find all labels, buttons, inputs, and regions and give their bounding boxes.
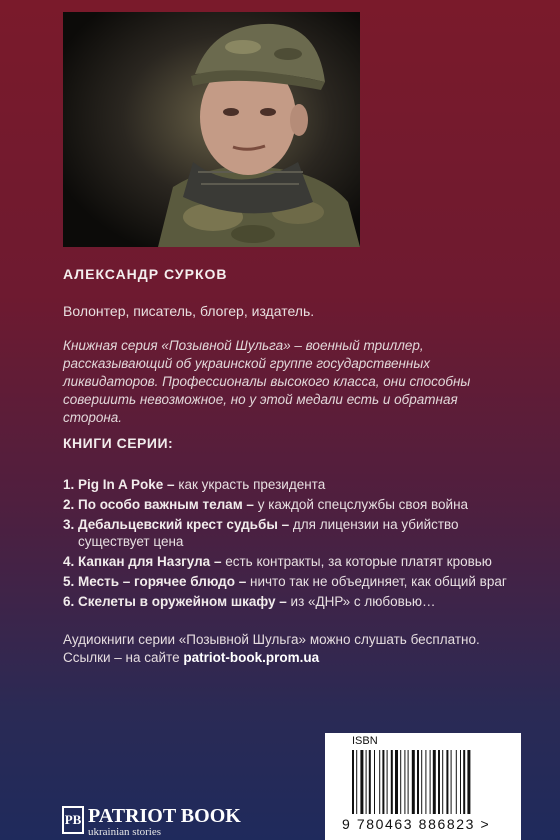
audiobooks-links-line: [63, 649, 523, 667]
author-occupation: Волонтер, писатель, блогер, издатель.: [63, 303, 315, 319]
book-title: 3. Дебальцевский крест судьбы –: [63, 517, 290, 532]
book-list: [63, 476, 523, 613]
author-photo: [63, 12, 360, 247]
book-item: [63, 476, 523, 493]
publisher-name: PATRIOT BOOK: [88, 805, 241, 827]
books-heading: КНИГИ СЕРИИ:: [63, 435, 174, 451]
author-portrait-illustration: [63, 12, 360, 247]
book-tagline-continued: существует цена: [78, 534, 184, 549]
audiobooks-note: [63, 631, 523, 667]
author-name: АЛЕКСАНДР СУРКОВ: [63, 266, 228, 282]
book-title: 1. Pig In A Poke –: [63, 477, 175, 492]
publisher-subtitle: ukrainian stories: [88, 826, 162, 838]
book-tagline: есть контракты, за которые платят кровью: [225, 554, 492, 569]
book-item: [63, 573, 523, 590]
book-item: [63, 593, 523, 610]
isbn-digits: 9 780463 886823 >: [342, 816, 491, 832]
isbn-label: ISBN: [352, 735, 378, 747]
book-title: 4. Капкан для Назгула –: [63, 554, 222, 569]
website-link[interactable]: patriot-book.prom.ua: [183, 650, 320, 665]
publisher-mark-icon: PB: [62, 806, 84, 834]
book-tagline: как украсть президента: [178, 477, 326, 492]
links-prefix: Ссылки – на сайте: [63, 650, 180, 665]
publisher-logo: [62, 806, 241, 838]
book-tagline: у каждой спецслужбы своя война: [257, 497, 469, 512]
book-item: [63, 516, 523, 550]
book-title: 6. Скелеты в оружейном шкафу –: [63, 594, 287, 609]
book-item: [63, 496, 523, 513]
book-title: 2. По особо важным телам –: [63, 497, 254, 512]
book-tagline: ничто так не объединяет, как общий враг: [250, 574, 507, 589]
publisher-text: [88, 806, 241, 838]
book-tagline: для лицензии на убийство: [292, 517, 459, 532]
book-title: 5. Месть – горячее блюдо –: [63, 574, 247, 589]
barcode-icon: [352, 750, 502, 814]
audiobooks-line: Аудиокниги серии «Позывной Шульга» можно слушать бесплатно.: [63, 632, 480, 647]
book-tagline: из «ДНР» с любовью…: [290, 594, 436, 609]
series-description: Книжная серия «Позывной Шульга» – военный триллер, рассказывающий об украинской группе государственных ликвидаторов. Профессионалы высокого класса, они способны совершить невозможное, но у этой медали есть и обратная сторона.: [63, 338, 471, 425]
book-item: [63, 553, 523, 570]
